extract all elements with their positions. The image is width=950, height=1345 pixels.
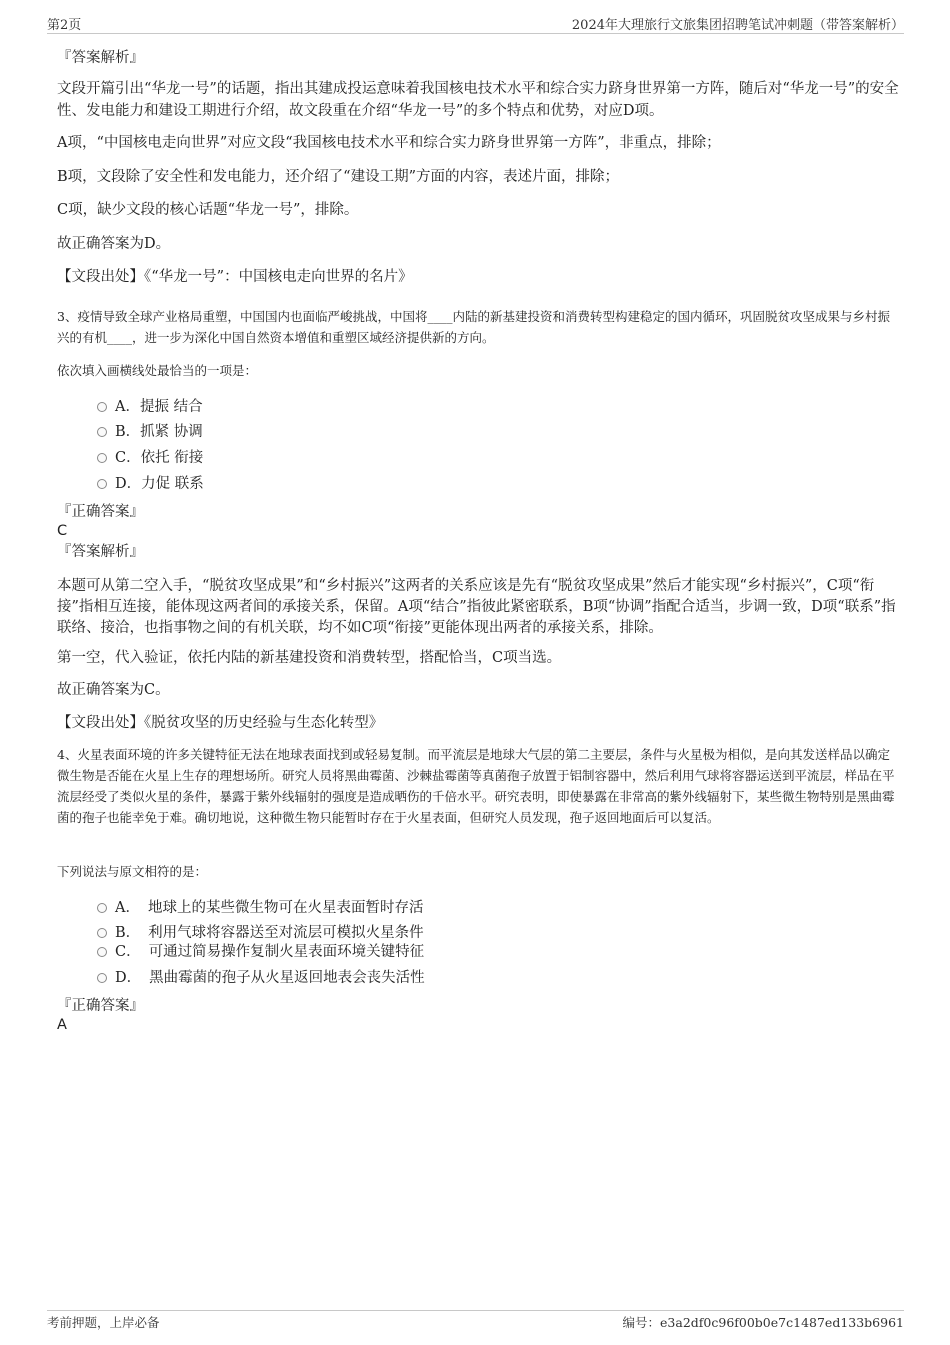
q2-analysis-option-b: B项，文段除了安全性和发电能力，还介绍了“建设工期”方面的内容，表述片面，排除； xyxy=(57,169,619,185)
q4-answer: A xyxy=(57,1017,67,1033)
q3-option-a[interactable] xyxy=(97,397,203,417)
document-id: 编号：e3a2df0c96f00b0e7c1487ed133b6961 xyxy=(622,1315,904,1330)
page-footer xyxy=(47,1313,904,1333)
option-text: 可通过简易操作复制火星表面环境关键特征 xyxy=(148,944,425,960)
option-text: 利用气球将容器送至对流层可模拟火星条件 xyxy=(148,925,424,941)
option-letter: A． xyxy=(115,399,140,415)
option-letter: C． xyxy=(115,944,141,960)
option-text: 依托 衔接 xyxy=(140,450,204,466)
q3-option-b[interactable] xyxy=(97,422,203,442)
option-text: 黑曲霉菌的孢子从火星返回地表会丧失活性 xyxy=(149,970,425,986)
radio-icon[interactable] xyxy=(97,427,107,437)
q4-answer-label: 『正确答案』 xyxy=(57,998,144,1014)
page-number: 第2页 xyxy=(47,18,82,33)
option-text: 地球上的某些微生物可在火星表面暂时存活 xyxy=(147,900,424,916)
option-letter: D． xyxy=(115,476,142,492)
q2-analysis-option-a: A项，“中国核电走向世界”对应文段“我国核电技术水平和综合实力跻身世界第一方阵”，非重点，排除； xyxy=(57,135,721,151)
q4-option-b[interactable] xyxy=(97,923,424,943)
footer-slogan: 考前押题，上岸必备 xyxy=(47,1315,160,1330)
page-header xyxy=(47,14,904,34)
radio-icon[interactable] xyxy=(97,928,107,938)
q2-conclusion: 故正确答案为D。 xyxy=(57,236,171,252)
option-letter: C． xyxy=(115,450,141,466)
radio-icon[interactable] xyxy=(97,453,107,463)
option-letter: A． xyxy=(115,900,140,916)
q3-answer: C xyxy=(57,523,68,539)
q4-option-d[interactable] xyxy=(97,968,425,988)
q3-prompt: 依次填入画横线处最恰当的一项是： xyxy=(57,363,258,378)
q3-analysis-paragraph: 本题可从第二空入手，“脱贫攻坚成果”和“乡村振兴”这两者的关系应该是先有“脱贫攻坚成果”然后才能实现“乡村振兴”，C项“衔接”指相互连接，能体现这两者间的承接关系，保留。A项“结合”指彼此紧密联系，B项“协调”指配合适当，步调一致，D项“联系”指联络、接洽，也指事物之间的有机关联，均不如C项“衔接”更能体现出两者的承接关系，排除。 xyxy=(57,578,896,636)
q3-answer-label: 『正确答案』 xyxy=(57,504,144,520)
q2-analysis-paragraph: 文段开篇引出“华龙一号”的话题，指出其建成投运意味着我国核电技术水平和综合实力跻身世界第一方阵，随后对“华龙一号”的安全性、发电能力和建设工期进行介绍，故文段重在介绍“华龙一号”的多个特点和优势，对应D项。 xyxy=(57,81,899,119)
option-letter: D． xyxy=(115,970,142,986)
radio-icon[interactable] xyxy=(97,402,107,412)
q3-source: 【文段出处】《脱贫攻坚的历史经验与生态化转型》 xyxy=(57,715,384,731)
option-letter: B． xyxy=(115,424,141,440)
radio-icon[interactable] xyxy=(97,903,107,913)
q4-option-c[interactable] xyxy=(97,942,424,962)
option-text: 力促 联系 xyxy=(141,476,204,492)
q4-option-a[interactable] xyxy=(97,898,423,918)
q3-stem: 3、疫情导致全球产业格局重塑，中国国内也面临严峻挑战，中国将____内陆的新基建投资和消费转型构建稳定的国内循环，巩固脱贫攻坚成果与乡村振兴的有机____，进一步为深化中国自然资本增值和重塑区域经济提供新的方向。 xyxy=(57,309,890,345)
option-text: 提振 结合 xyxy=(139,399,203,415)
q2-analysis-option-c: C项，缺少文段的核心话题“华龙一号”，排除。 xyxy=(57,202,359,218)
option-letter: B． xyxy=(115,925,141,941)
q3-option-c[interactable] xyxy=(97,448,203,468)
q3-analysis-label: 『答案解析』 xyxy=(57,544,144,560)
option-text: 抓紧 协调 xyxy=(140,424,203,440)
q3-conclusion: 故正确答案为C。 xyxy=(57,682,170,698)
radio-icon[interactable] xyxy=(97,947,107,957)
q3-analysis-first-blank: 第一空，代入验证，依托内陆的新基建投资和消费转型，搭配恰当，C项当选。 xyxy=(57,650,562,666)
q2-source: 【文段出处】《“华龙一号”：中国核电走向世界的名片》 xyxy=(57,269,413,285)
footer-rule xyxy=(47,1310,904,1311)
radio-icon[interactable] xyxy=(97,479,107,489)
q3-option-d[interactable] xyxy=(97,474,204,494)
q4-prompt: 下列说法与原文相符的是： xyxy=(57,864,208,879)
document-title: 2024年大理旅行文旅集团招聘笔试冲刺题（带答案解析） xyxy=(571,18,904,33)
q2-analysis-label: 『答案解析』 xyxy=(57,50,144,66)
q4-stem: 4、火星表面环境的许多关键特征无法在地球表面找到或轻易复制。而平流层是地球大气层的第二主要层，条件与火星极为相似，是向其发送样品以确定微生物是否能在火星上生存的理想场所。研究人员将黑曲霉菌、沙棘盐霉菌等真菌孢子放置于铝制容器中，然后利用气球将容器运送到平流层，样品在平流层经受了类似火星的条件，暴露于紫外线辐射的强度是造成晒伤的千倍水平。研究表明，即使暴露在非常高的紫外线辐射下，某些微生物特别是黑曲霉菌的孢子也能幸免于难。确切地说，这种微生物只能暂时存在于火星表面，但研究人员发现，孢子返回地面后可以复活。 xyxy=(57,747,895,825)
radio-icon[interactable] xyxy=(97,973,107,983)
header-rule xyxy=(47,33,904,34)
